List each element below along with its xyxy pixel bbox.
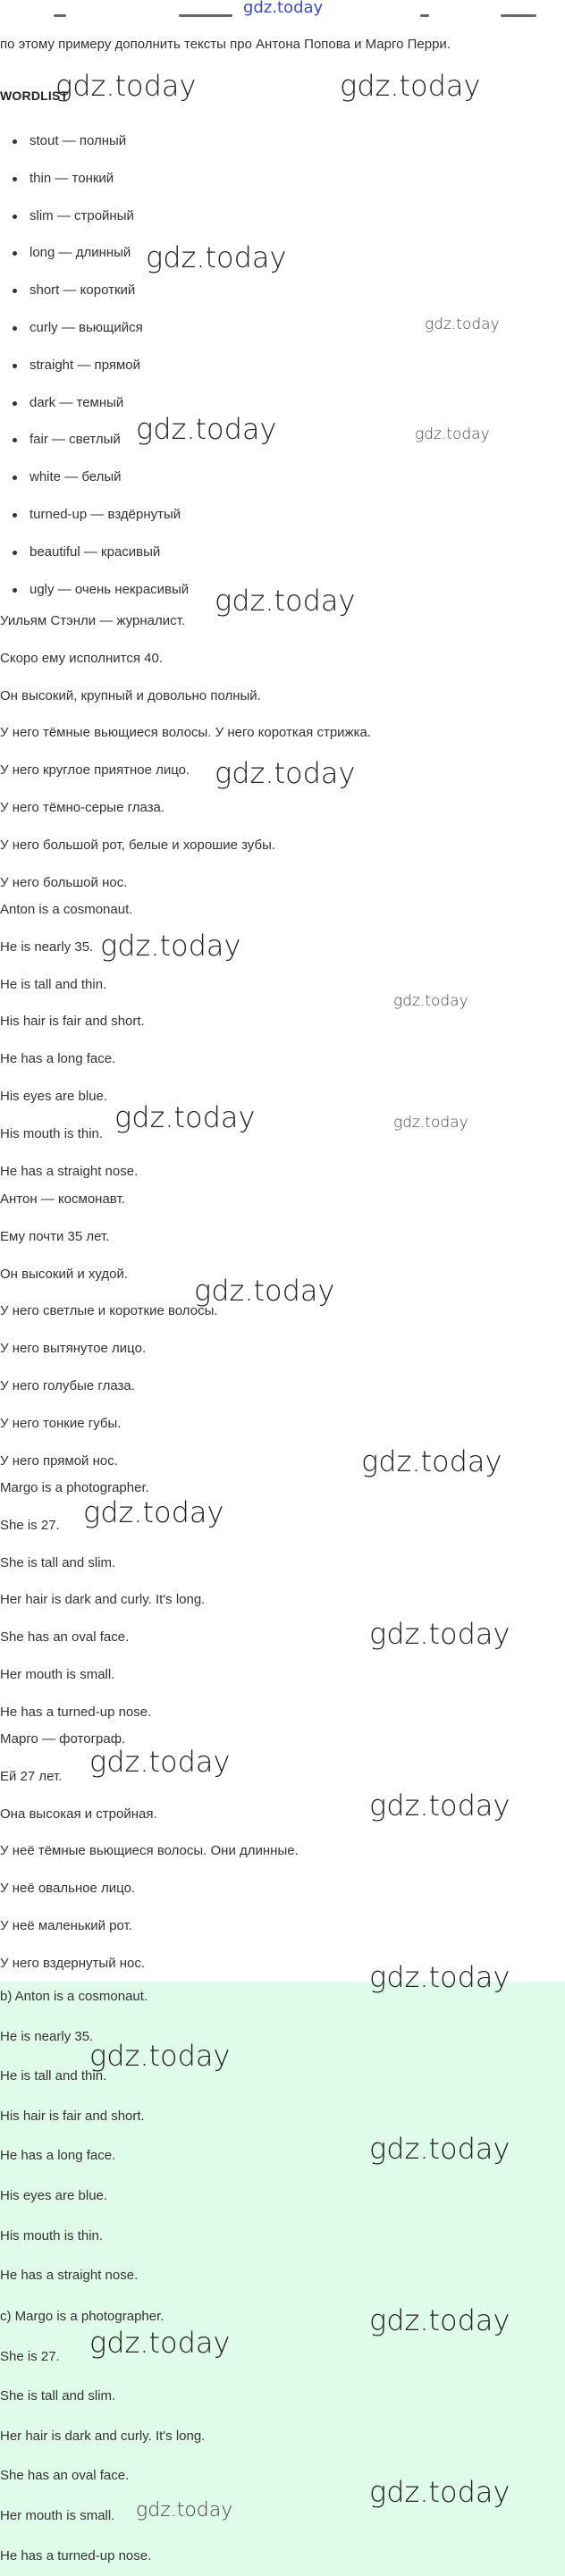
watermark: gdz.today: [194, 1274, 335, 1308]
anton-ru-line: У него голубые глаза.: [0, 1378, 135, 1393]
answer-b-line: He has a straight nose.: [0, 2268, 139, 2284]
bullet-icon: [13, 251, 17, 256]
william-line: Скоро ему исполнится 40.: [0, 650, 164, 666]
watermark: gdz.today: [369, 1617, 510, 1651]
watermark: gdz.today: [83, 1495, 224, 1529]
anton-ru-line: У него тонкие губы.: [0, 1415, 122, 1431]
watermark: gdz.today: [100, 929, 241, 963]
wordlist-item: straight — прямой: [30, 357, 140, 373]
anton-en-line: He has a straight nose.: [0, 1163, 139, 1179]
bullet-icon: [13, 588, 17, 593]
anton-ru-line: У него прямой нос.: [0, 1452, 118, 1469]
wordlist-item: ugly — очень некрасивый: [30, 581, 190, 597]
intro-text: по этому примеру дополнить тексты про Антона Попова и Марго Перри.: [0, 37, 451, 52]
answer-c-line: She is tall and slim.: [0, 2388, 116, 2404]
watermark: gdz.today: [369, 2303, 510, 2337]
answer-b-line: He is nearly 35.: [0, 2028, 94, 2044]
margo-en-line: Margo is a photographer.: [0, 1480, 149, 1495]
william-line: Он высокий, крупный и довольно полный.: [0, 687, 261, 703]
watermark: gdz.today: [361, 1444, 502, 1478]
watermark: gdz.today: [369, 2475, 510, 2509]
margo-ru-line: У неё овальное лицо.: [0, 1881, 136, 1897]
william-line: У него тёмные вьющиеся волосы. У него короткая стрижка.: [0, 725, 371, 741]
anton-ru-line: У него вытянутое лицо.: [0, 1341, 147, 1357]
margo-ru-line: У неё тёмные вьющиеся волосы. Они длинные.: [0, 1843, 299, 1859]
wordlist-item: curly — вьющийся: [30, 320, 143, 335]
watermark: gdz.today: [114, 1100, 256, 1134]
bullet-icon: [13, 177, 17, 181]
bullet-icon: [13, 401, 17, 406]
anton-en-line: He is nearly 35.: [0, 939, 94, 955]
anton-en-line: Anton is a cosmonaut.: [0, 902, 133, 917]
answer-c-line: He has a turned-up nose.: [0, 2547, 152, 2563]
top-watermark: gdz.today: [243, 0, 324, 17]
watermark: gdz.today: [393, 992, 468, 1010]
margo-ru-line: Марго — фотограф.: [0, 1731, 126, 1747]
william-line: Уильям Стэнли — журналист.: [0, 613, 186, 628]
watermark: gdz.today: [215, 584, 356, 618]
answer-b-line: b) Anton is a cosmonaut.: [0, 1989, 148, 2004]
wordlist-item: beautiful — красивый: [30, 543, 161, 560]
margo-ru-line: Ей 27 лет.: [0, 1768, 63, 1784]
margo-en-line: He has a turned-up nose.: [0, 1704, 152, 1720]
watermark: gdz.today: [89, 2326, 231, 2360]
watermark: gdz.today: [393, 1114, 468, 1132]
wordlist-heading: WORDLIST: [0, 88, 69, 103]
margo-en-line: Her mouth is small.: [0, 1667, 115, 1682]
watermark: gdz.today: [215, 756, 356, 790]
watermark: gdz.today: [146, 240, 287, 274]
answer-c-line: c) Margo is a photographer.: [0, 2309, 164, 2324]
answer-c-line: Her hair is dark and curly. It's long.: [0, 2428, 206, 2444]
watermark: gdz.today: [55, 69, 197, 103]
answer-b-line: His eyes are blue.: [0, 2188, 108, 2203]
watermark: gdz.today: [89, 1745, 231, 1779]
watermark: gdz.today: [425, 316, 500, 333]
bullet-icon: [13, 326, 17, 331]
margo-ru-line: У неё маленький рот.: [0, 1918, 132, 1933]
answer-c-line: She is 27.: [0, 2348, 60, 2364]
bullet-icon: [13, 438, 17, 442]
watermark: gdz.today: [369, 2132, 510, 2166]
bullet-icon: [13, 551, 17, 555]
wordlist-item: short — короткий: [30, 282, 136, 299]
anton-en-line: His hair is fair and short.: [0, 1014, 145, 1030]
watermark: gdz.today: [369, 1789, 510, 1823]
anton-en-line: His mouth is thin.: [0, 1125, 104, 1141]
anton-ru-line: Ему почти 35 лет.: [0, 1228, 110, 1244]
watermark: gdz.today: [89, 2039, 231, 2073]
margo-en-line: She has an oval face.: [0, 1629, 130, 1646]
answer-c-line: She has an oval face.: [0, 2468, 130, 2484]
margo-ru-line: Она высокая и стройная.: [0, 1806, 157, 1822]
anton-ru-line: Он высокий и худой.: [0, 1266, 129, 1282]
william-line: У него тёмно-серые глаза.: [0, 800, 165, 815]
wordlist-item: stout — полный: [30, 133, 127, 148]
wordlist-item: slim — стройный: [30, 207, 134, 223]
answer-c-line: Her mouth is small.: [0, 2508, 115, 2523]
watermark: gdz.today: [340, 69, 481, 103]
wordlist-item: turned-up — вздёрнутый: [30, 507, 181, 522]
anton-ru-line: У него светлые и короткие волосы.: [0, 1303, 218, 1319]
margo-en-line: Her hair is dark and curly. It's long.: [0, 1592, 206, 1608]
bullet-icon: [13, 289, 17, 293]
wordlist-item: dark — темный: [30, 394, 124, 410]
bullet-icon: [13, 364, 17, 368]
anton-en-line: His eyes are blue.: [0, 1089, 108, 1104]
anton-ru-line: Антон — космонавт.: [0, 1191, 125, 1207]
wordlist-item: thin — тонкий: [30, 170, 114, 186]
wordlist-item: white — белый: [30, 469, 122, 485]
anton-en-line: He has a long face.: [0, 1051, 116, 1067]
margo-en-line: She is tall and slim.: [0, 1554, 116, 1570]
william-line: У него большой рот, белые и хорошие зубы.: [0, 837, 276, 853]
bullet-icon: [13, 476, 17, 480]
watermark: gdz.today: [136, 412, 277, 446]
anton-en-line: He is tall and thin.: [0, 976, 107, 992]
william-line: У него большой нос.: [0, 874, 128, 890]
bullet-icon: [13, 215, 17, 219]
answer-b-line: His mouth is thin.: [0, 2227, 104, 2243]
answer-b-line: His hair is fair and short.: [0, 2108, 145, 2124]
bullet-icon: [13, 139, 17, 144]
margo-ru-line: У него вздернутый нос.: [0, 1955, 146, 1971]
wordlist-item: long — длинный: [30, 245, 131, 261]
watermark: gdz.today: [136, 2499, 233, 2521]
wordlist-item: fair — светлый: [30, 432, 121, 448]
margo-en-line: She is 27.: [0, 1517, 60, 1533]
watermark: gdz.today: [415, 425, 490, 443]
william-line: У него круглое приятное лицо.: [0, 762, 190, 779]
watermark: gdz.today: [369, 1960, 510, 1994]
answer-b-line: He is tall and thin.: [0, 2068, 107, 2084]
bullet-icon: [13, 513, 17, 518]
answer-b-line: He has a long face.: [0, 2148, 116, 2164]
